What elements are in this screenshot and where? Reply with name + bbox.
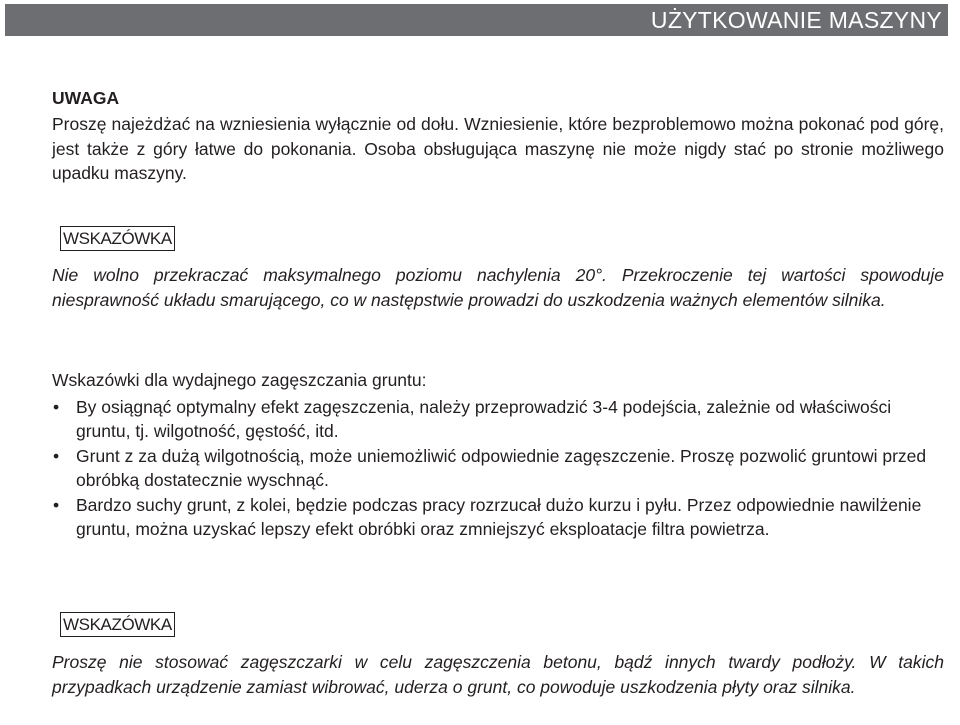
note-text-1: Nie wolno przekraczać maksymalnego poziomu nachylenia 20°. Przekroczenie tej wartości spowoduje niesprawność układu smarującego, co w następstwie prowadzi do uszkodzenia ważnych elementów silnika. xyxy=(52,265,944,310)
note-text-2: Proszę nie stosować zagęszczarki w celu zagęszczenia betonu, bądź innych twardy podłoży. W takich przypadkach urządzenie zamiast wibrować, uderza o grunt, co powoduje uszkodzenia płyty oraz silnika. xyxy=(52,652,944,697)
warning-text: Proszę najeżdżać na wzniesienia wyłącznie od dołu. Wzniesienie, które bezproblemowo można pokonać pod górę, jest także z góry łatwe do pokonania. Osoba obsługująca maszynę nie może nigdy stać po stronie możliwego upadku maszyny. xyxy=(52,114,944,183)
tips-list xyxy=(52,395,944,542)
note-block-2 xyxy=(60,612,944,637)
bullet-icon: • xyxy=(53,494,60,515)
list-item-text: Grunt z za dużą wilgotnością, może uniemożliwić odpowiednie zagęszczenie. Proszę pozwolić gruntowi przed obróbką dostatecznie wyschnąć. xyxy=(76,445,927,490)
warning-heading: UWAGA xyxy=(52,88,120,108)
tips-block xyxy=(52,368,944,542)
list-item-text: Bardzo suchy grunt, z kolei, będzie podczas pracy rozrzucał dużo kurzu i pyłu. Przez odpowiednie nawilżenie gruntu, można uzyskać lepszy efekt obróbki oraz zmniejszyć eksploatacje filtra powietrza. xyxy=(76,494,922,539)
note-text-block-2 xyxy=(52,650,944,699)
list-item xyxy=(52,395,944,444)
warning-block xyxy=(52,88,944,186)
list-item xyxy=(52,444,944,493)
note-label-1: WSKAZÓWKA xyxy=(60,226,175,251)
bullet-icon: • xyxy=(53,396,60,417)
list-item-text: By osiągnąć optymalny efekt zagęszczenia, należy przeprowadzić 3-4 podejścia, zależnie od właściwości gruntu, tj. wilgotność, gęstość, itd. xyxy=(76,396,892,441)
tips-intro: Wskazówki dla wydajnego zagęszczania gruntu: xyxy=(52,370,427,390)
bullet-icon: • xyxy=(53,445,60,466)
section-header-bar xyxy=(5,4,948,36)
list-item xyxy=(52,493,944,542)
note-block-1 xyxy=(60,226,944,251)
note-label-2: WSKAZÓWKA xyxy=(60,612,175,637)
note-text-block-1 xyxy=(52,263,944,312)
section-title: UŻYTKOWANIE MASZYNY xyxy=(650,7,942,33)
